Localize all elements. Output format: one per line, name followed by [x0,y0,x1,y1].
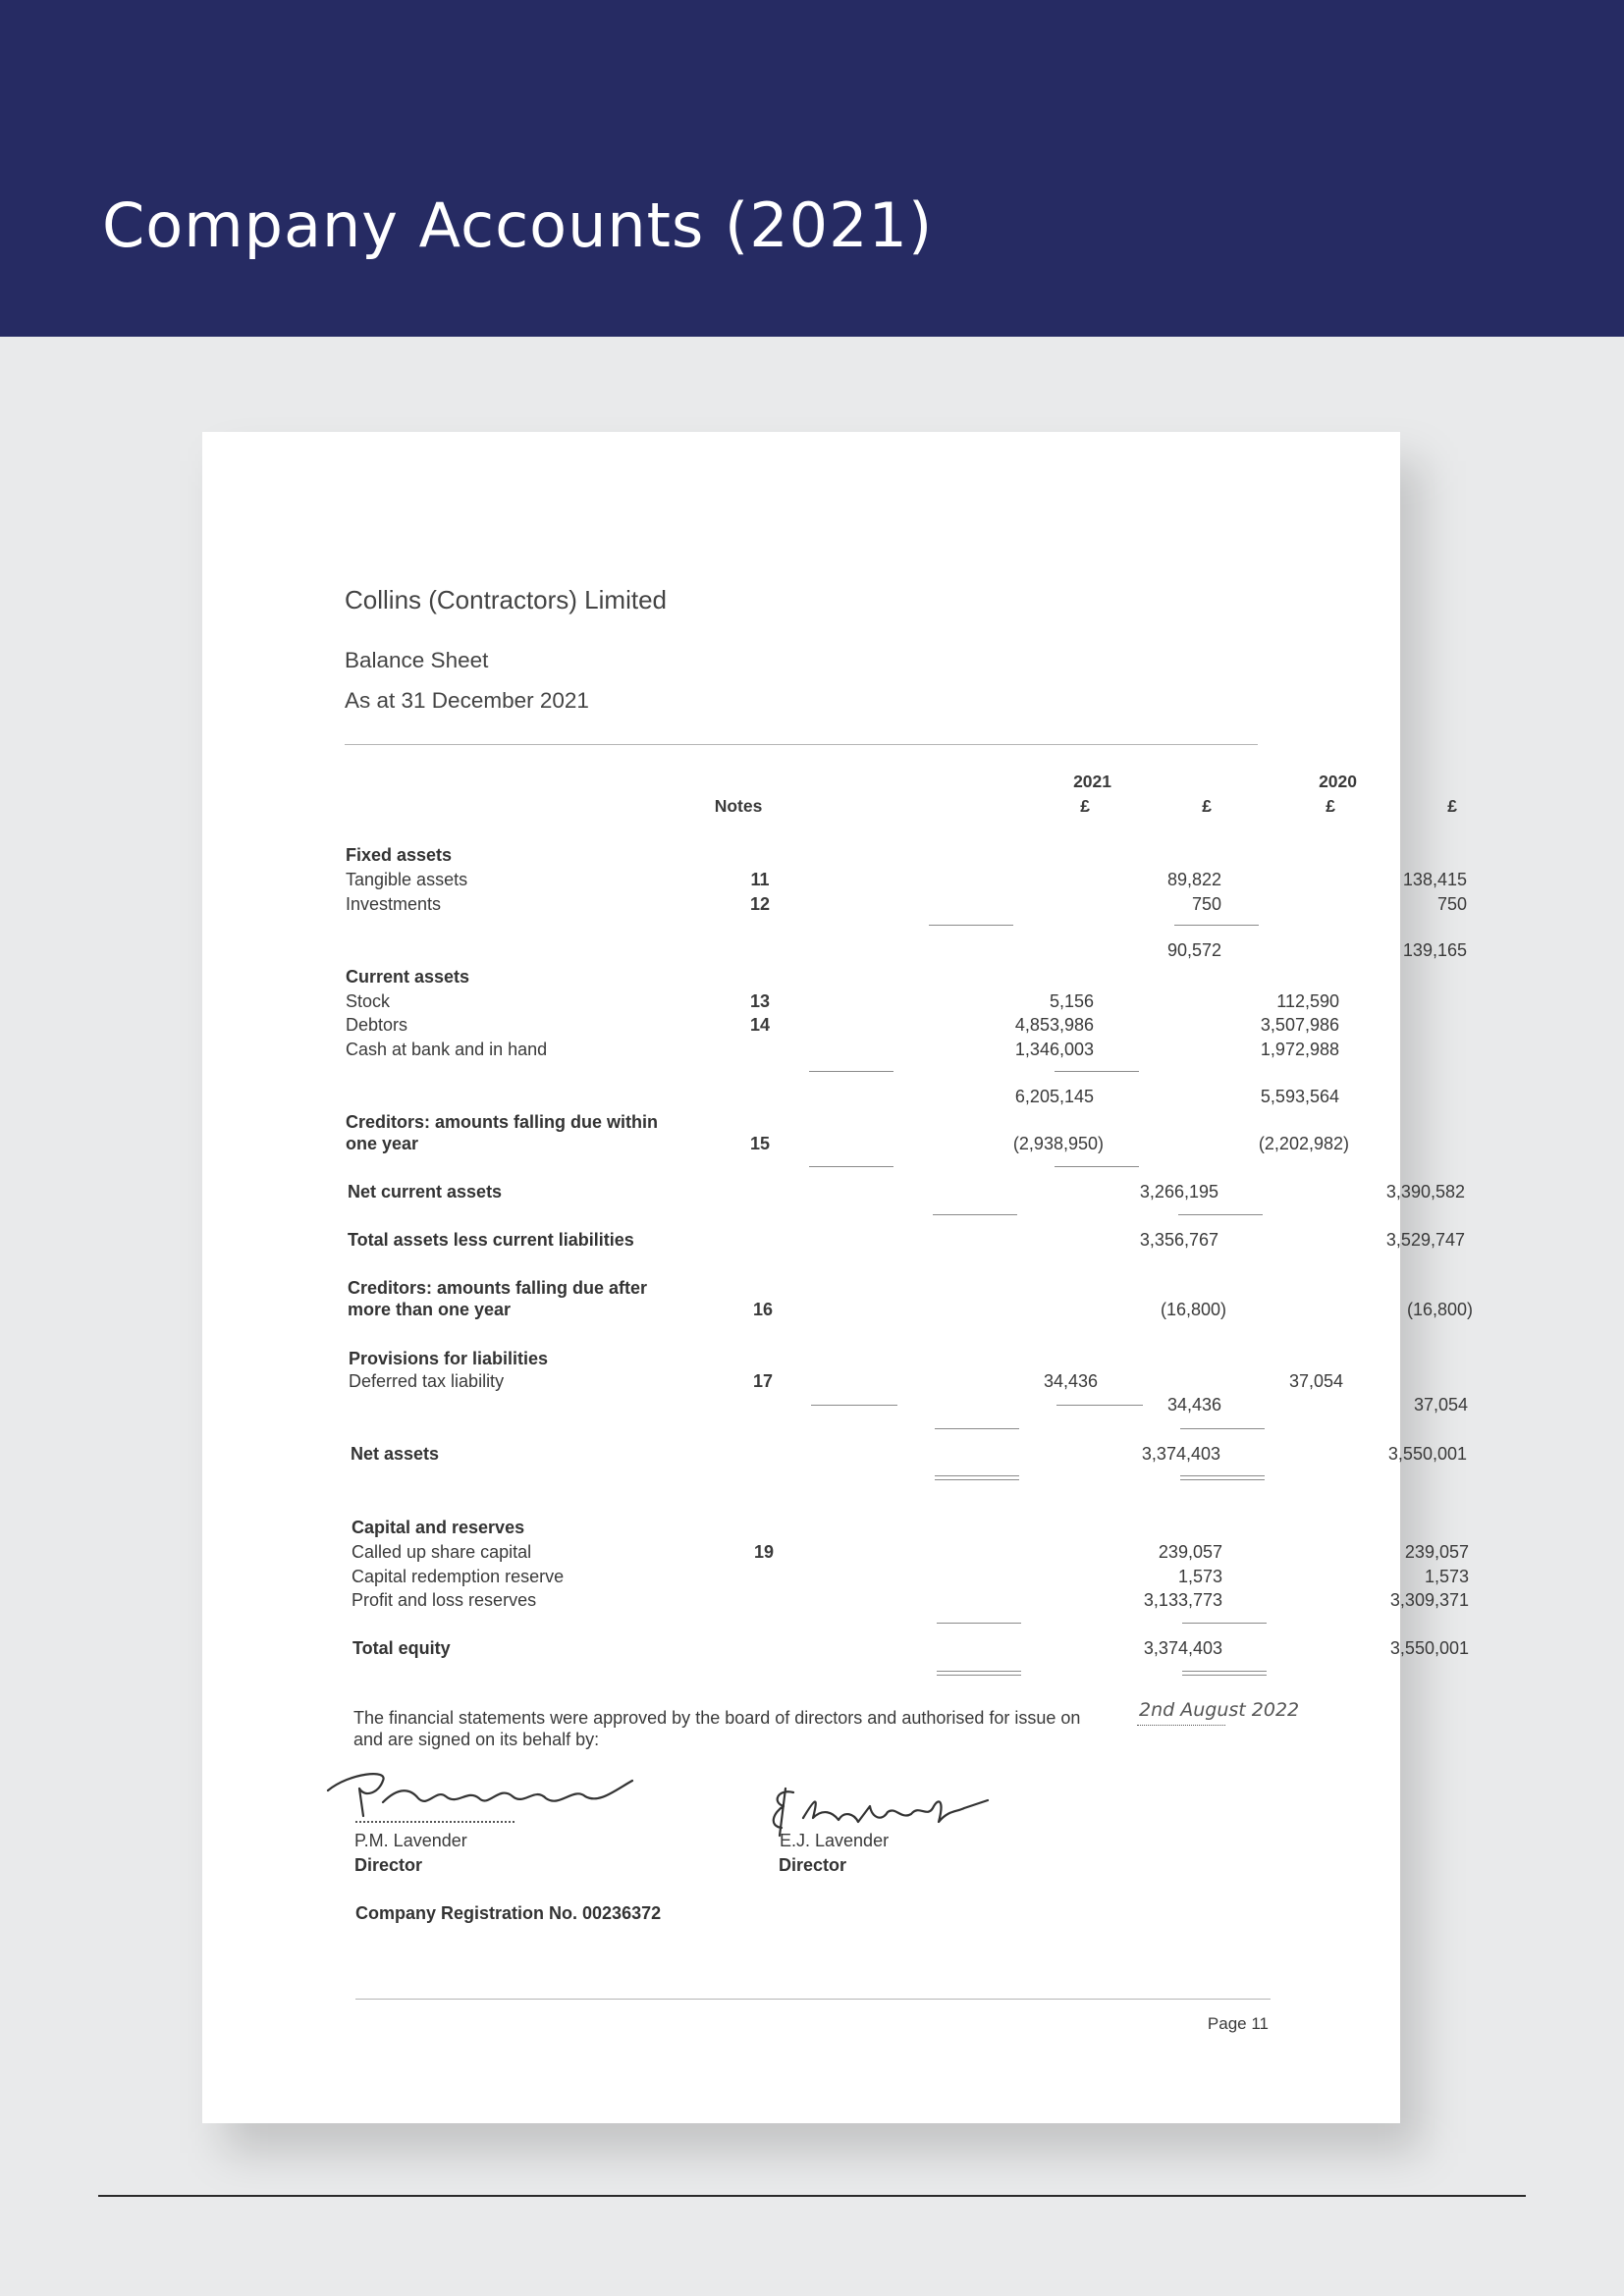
row-label: one year [346,1134,419,1153]
value-2020: 3,309,371 [1389,1590,1469,1610]
currency-header: £ [1447,796,1457,816]
table-row [202,1567,1469,1588]
table-row [202,1349,1400,1370]
table-row [202,1518,1400,1539]
table-row [202,870,1467,891]
value-2021: 89,822 [1166,870,1221,889]
row-label: Called up share capital [352,1542,532,1562]
total-double-rule [935,1475,1019,1480]
value-2021: (16,800) [1160,1300,1226,1319]
total-double-rule [937,1671,1021,1676]
notes-header: Notes [714,796,763,816]
subtotal-rule [809,1166,893,1167]
table-row [202,967,1400,988]
total-double-rule [1182,1671,1267,1676]
row-label: more than one year [348,1300,512,1319]
row-note: 19 [753,1542,775,1562]
value-2021: 750 [1191,894,1221,914]
currency-header: £ [1326,796,1335,816]
row-label: Net current assets [348,1182,503,1201]
row-note: 14 [749,1015,771,1035]
total-double-rule [1180,1475,1265,1480]
value-2021: 3,133,773 [1143,1590,1222,1610]
value-2021: 5,156 [1049,991,1094,1011]
year-header-row [202,772,1400,793]
value-2021: 3,374,403 [1141,1444,1220,1464]
value-2020: 1,573 [1424,1567,1469,1586]
value-2020: 750 [1436,894,1467,914]
value-2021: (2,938,950) [1012,1134,1104,1153]
table-row [202,894,1467,916]
value-2020: 3,507,986 [1260,1015,1339,1035]
subtotal-rule [933,1214,1017,1215]
signature-text: P.M.Lavender [320,1824,327,1825]
value-2021: 239,057 [1158,1542,1222,1562]
company-name: Collins (Contractors) Limited [345,585,667,614]
row-note: 15 [749,1134,771,1153]
subtotal-rule [1055,1071,1139,1072]
signatory-name: P.M. Lavender [354,1831,467,1850]
handwritten-date-text: 2nd August 2022 [1139,1699,1300,1721]
value-2020: 239,057 [1404,1542,1469,1562]
subtotal-2021: 34,436 [1166,1395,1221,1415]
signatory-role: Director [779,1855,847,1875]
subtotal-rule [937,1623,1021,1624]
table-row [202,1395,1468,1416]
subtotal-2021: 90,572 [1166,940,1221,960]
subtotal-rule [1178,1214,1263,1215]
row-note: 12 [749,894,771,914]
footer-rule [355,1999,1271,2000]
row-label: Total equity [352,1638,451,1658]
currency-header: £ [1080,796,1090,816]
table-row [202,1300,1473,1321]
table-row [202,1590,1469,1612]
table-row [202,1278,1400,1300]
value-2021: 1,573 [1177,1567,1222,1586]
value-2021: 4,853,986 [1014,1015,1094,1035]
column-header-row [202,796,1457,818]
row-label: Investments [346,894,442,914]
statement-title: Balance Sheet [345,648,489,672]
row-label: Cash at bank and in hand [346,1040,548,1059]
table-row [202,1015,1400,1037]
table-row [202,1542,1469,1564]
value-2020: 3,550,001 [1387,1444,1467,1464]
section-heading: Current assets [346,967,470,987]
table-row [202,1182,1465,1203]
table-row [202,1134,1400,1155]
page-number: Page 11 [1207,2014,1269,2033]
value-2021: 3,356,767 [1139,1230,1218,1250]
handwritten-date [1135,1686,1351,1734]
subtotal-2020: 5,593,564 [1260,1087,1339,1106]
row-label: Deferred tax liability [349,1371,505,1391]
table-row [202,940,1467,962]
row-label: Tangible assets [346,870,468,889]
value-2020: (2,202,982) [1258,1134,1349,1153]
row-label: Capital redemption reserve [352,1567,565,1586]
subtotal-rule [929,925,1013,926]
value-2020: 112,590 [1276,991,1339,1011]
value-2020: 3,550,001 [1389,1638,1469,1658]
value-2020: 37,054 [1288,1371,1343,1391]
subtotal-rule [1182,1623,1267,1624]
value-2020: 1,972,988 [1260,1040,1339,1059]
table-row [202,1638,1469,1660]
table-row [202,845,1400,867]
header-banner [0,0,1624,337]
table-row [202,1371,1400,1393]
section-heading: Provisions for liabilities [349,1349,549,1368]
subtotal-2020: 37,054 [1413,1395,1468,1415]
value-2021: 3,266,195 [1139,1182,1218,1201]
approval-statement-cont: and are signed on its behalf by: [353,1730,600,1749]
value-2020: 3,529,747 [1385,1230,1465,1250]
subtotal-2020: 139,165 [1402,940,1467,960]
subtotal-rule [809,1071,893,1072]
signature-pm-lavender [320,1759,644,1828]
value-2021: 34,436 [1043,1371,1098,1391]
signature-line [355,1821,514,1823]
subtotal-2021: 6,205,145 [1014,1087,1094,1106]
subtotal-rule [935,1428,1019,1429]
year-2021-header: 2021 [1073,772,1111,791]
row-note: 13 [749,991,771,1011]
row-label: Profit and loss reserves [352,1590,537,1610]
bottom-divider [98,2195,1526,2197]
row-note: 16 [752,1300,774,1319]
currency-header: £ [1202,796,1212,816]
table-row [202,1087,1400,1108]
year-2020-header: 2020 [1319,772,1357,791]
value-2020: 3,390,582 [1385,1182,1465,1201]
table-row [202,1112,1400,1134]
subtotal-rule [1174,925,1259,926]
section-heading: Fixed assets [346,845,453,865]
table-row [202,1230,1465,1252]
row-label: Creditors: amounts falling due after [348,1278,648,1298]
row-label: Debtors [346,1015,408,1035]
row-label: Creditors: amounts falling due within [346,1112,659,1132]
signatory-name: E.J. Lavender [780,1831,890,1850]
approval-statement: The financial statements were approved by the board of directors and authorised for issue on [353,1708,1081,1728]
header-rule [345,744,1258,745]
row-label: Total assets less current liabilities [348,1230,634,1250]
subtotal-rule [1180,1428,1265,1429]
row-label: Net assets [351,1444,440,1464]
subtotal-rule [1055,1166,1139,1167]
table-row [202,991,1400,1013]
row-note: 11 [750,870,770,889]
statement-date: As at 31 December 2021 [345,688,589,713]
row-note: 17 [752,1371,774,1391]
value-2020: (16,800) [1406,1300,1473,1319]
table-row [202,1444,1467,1466]
page-title: Company Accounts (2021) [102,189,934,261]
section-heading: Capital and reserves [352,1518,525,1537]
value-2020: 138,415 [1402,870,1467,889]
table-row [202,1040,1400,1061]
signatory-role: Director [354,1855,423,1875]
row-label: Stock [346,991,391,1011]
value-2021: 3,374,403 [1143,1638,1222,1658]
document-page [202,432,1473,2123]
registration-number: Company Registration No. 00236372 [355,1903,662,1923]
value-2021: 1,346,003 [1014,1040,1094,1059]
